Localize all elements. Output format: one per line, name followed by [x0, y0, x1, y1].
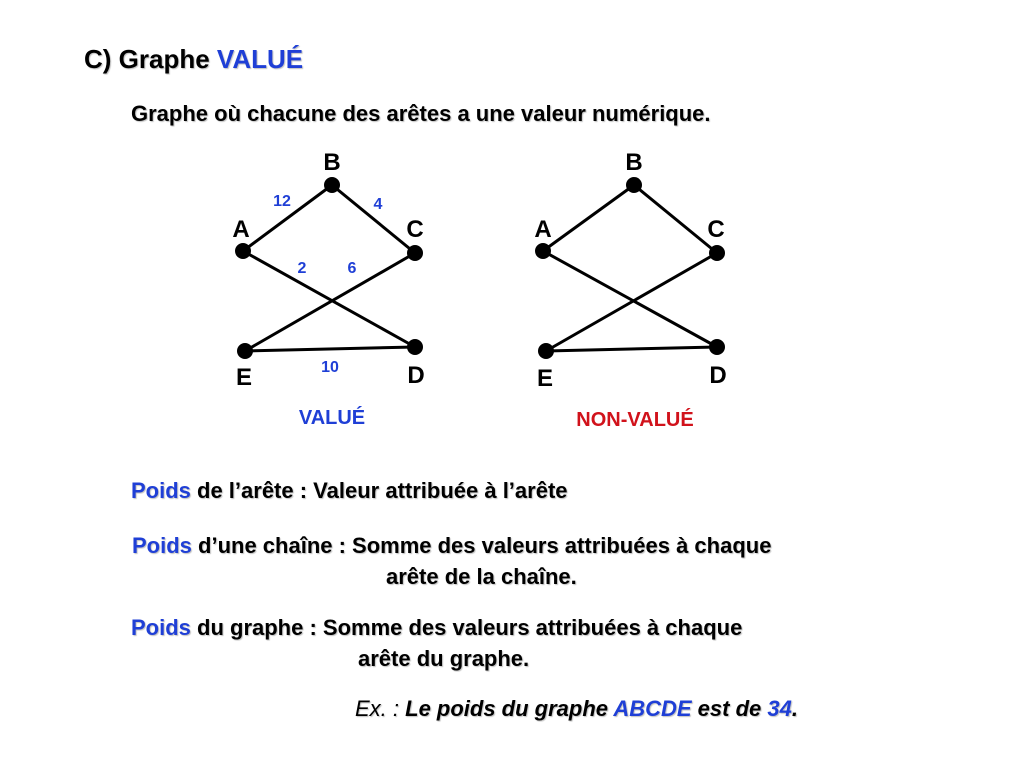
definition-graph-weight-continuation: arête du graphe.: [358, 646, 530, 671]
title-prefix: C) Graphe: [84, 44, 217, 74]
slide-subtitle: Graphe où chacune des arêtes a une valeur numérique.: [131, 101, 711, 126]
unvalued-caption: NON-VALUÉ: [576, 409, 694, 431]
example-text-end: .: [791, 696, 798, 721]
node-a: [235, 243, 251, 259]
node-label-d: D: [407, 362, 425, 389]
node-d: [709, 339, 725, 355]
edge-a-d: [543, 251, 717, 347]
node-label-c: C: [707, 216, 725, 243]
node-label-a: A: [232, 216, 250, 243]
weight-label-a-b: 12: [273, 193, 291, 210]
node-b: [324, 177, 340, 193]
weight-label-c-e: 6: [347, 260, 357, 277]
weight-label-a-d: 2: [297, 260, 307, 277]
definition-text: d’une chaîne : Somme des valeurs attribuées à chaque: [191, 533, 772, 558]
definition-keyword: Poids: [132, 533, 192, 558]
edge-a-d: [243, 251, 415, 347]
example-graph-name: ABCDE: [613, 696, 692, 721]
example-text-before: Le poids du graphe: [405, 696, 614, 721]
definition-keyword: Poids: [131, 478, 191, 503]
edge-e-d: [245, 347, 415, 351]
valued-caption: VALUÉ: [298, 407, 366, 429]
node-c: [407, 245, 423, 261]
edge-a-b: [543, 185, 634, 251]
node-label-b: B: [625, 149, 643, 176]
edge-b-c: [634, 185, 717, 253]
edge-e-d: [546, 347, 717, 351]
node-label-c: C: [406, 216, 424, 243]
node-label-b: B: [323, 149, 341, 176]
node-label-e: E: [235, 364, 253, 391]
node-d: [407, 339, 423, 355]
example-prefix: Ex. :: [355, 696, 406, 721]
definition-edge-weight: [131, 478, 568, 504]
definition-text: de l’arête : Valeur attribuée à l’arête: [190, 478, 568, 503]
node-label-e: E: [536, 365, 554, 392]
node-e: [237, 343, 253, 359]
example-total: 34: [767, 696, 792, 721]
title-highlight: VALUÉ: [216, 44, 304, 74]
node-b: [626, 177, 642, 193]
node-a: [535, 243, 551, 259]
node-e: [538, 343, 554, 359]
definition-text: du graphe : Somme des valeurs attribuées à chaque: [190, 615, 743, 640]
node-c: [709, 245, 725, 261]
node-label-a: A: [534, 216, 552, 243]
definition-chain-weight: [132, 533, 771, 559]
example-line: [355, 696, 798, 722]
definition-keyword: Poids: [131, 615, 191, 640]
definition-graph-weight: [131, 615, 742, 641]
example-text-middle: est de: [691, 696, 768, 721]
definition-chain-weight-continuation: arête de la chaîne.: [386, 564, 577, 589]
weight-label-b-c: 4: [373, 196, 383, 213]
weight-label-e-d: 10: [321, 359, 339, 376]
node-label-d: D: [709, 362, 727, 389]
